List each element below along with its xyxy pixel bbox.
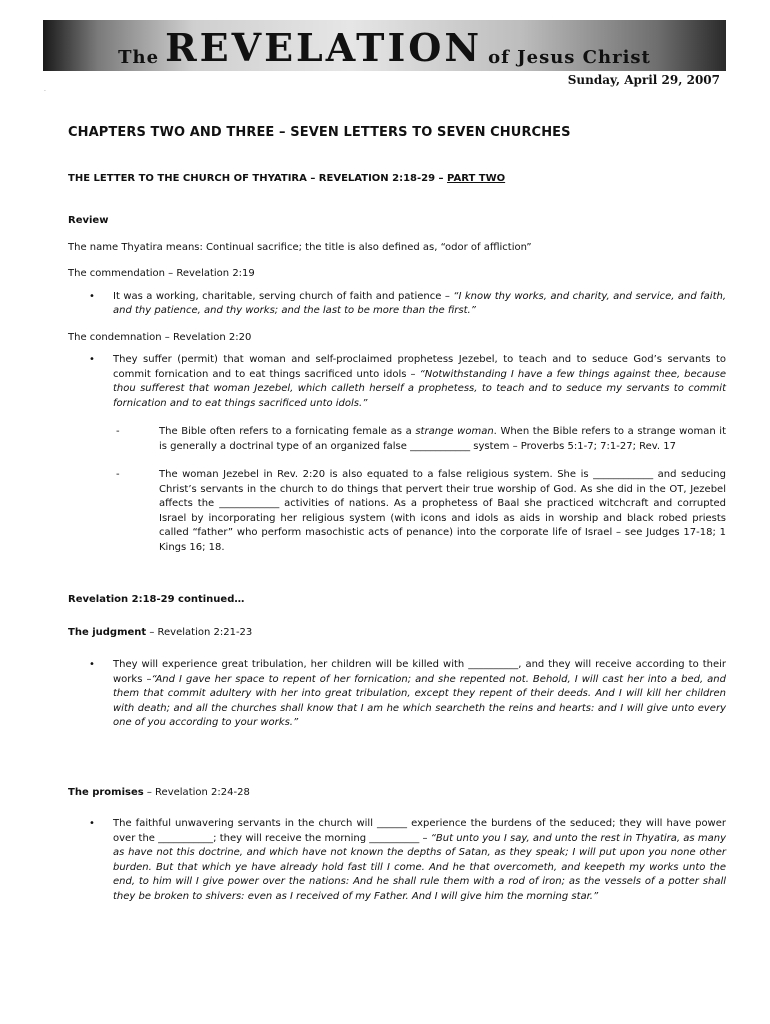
continued-heading: Revelation 2:18-29 continued…: [68, 594, 245, 605]
bullet-icon: •: [89, 354, 95, 365]
stray-mark: .: [44, 86, 46, 93]
judgment-text: They will experience great tribulation, her children will be killed with __________, and they will receive according to their works –: [113, 659, 726, 685]
letter-title: [68, 172, 726, 187]
dash1-italic: strange woman: [415, 426, 494, 437]
dash2-text: The woman Jezebel in Rev. 2:20 is also equated to a false religious system. She is ____________ and seducing Christ’s servants in the church to do things that pervert their true worship of God. As she did in the OT, Jezebel affects the ____________ activities of nations. As a prophetess of Baal she practiced witchcraft and corrupted Israel by incorporating her religious system (with icons and idols as aids in worship and black robed priests called “father” who perform masochistic acts of penance) into the corporate life of Israel – see Judges 17-18; 1 Kings 16; 18.: [159, 469, 726, 553]
dash1-text: The Bible often refers to a fornicating female as a: [159, 426, 416, 437]
dash-item-jezebel: [68, 468, 726, 555]
commendation-bullet: [68, 290, 726, 319]
commendation-heading: The commendation – Revelation 2:19: [68, 268, 255, 279]
commendation-text: It was a working, charitable, serving church of faith and patience –: [113, 290, 454, 302]
judgment-heading: [68, 626, 726, 641]
judgment-bullet: [68, 658, 726, 731]
chapter-title: CHAPTERS TWO AND THREE – SEVEN LETTERS TO SEVEN CHURCHES: [68, 125, 571, 140]
letter-title-text: THE LETTER TO THE CHURCH OF THYATIRA – REVELATION 2:18-29 –: [68, 172, 448, 184]
promises-text: The faithful unwavering servants in the church will ______ experience the burdens of the seduced; they will have power over the ___________; they will receive the morning __________ –: [113, 818, 726, 844]
dash-item-strange-woman: [68, 425, 726, 454]
bullet-icon: •: [89, 818, 95, 829]
banner-the: The: [118, 47, 160, 68]
banner-subtitle: of Jesus Christ: [488, 47, 651, 68]
document-body: [68, 126, 726, 904]
bullet-icon: •: [89, 290, 95, 302]
judgment-ref: – Revelation 2:21-23: [146, 626, 253, 638]
condemnation-text: They suffer (permit) that woman and self-proclaimed prophetess Jezebel, to teach and to seduce God’s servants to commit fornication and to eat things sacrificed unto idols –: [113, 354, 726, 380]
dash1-text-cont: . When the Bible refers to a strange woman it is generally a doctrinal type of an organized false ____________ system – Proverbs 5:1-7; 7:1-27; Rev. 17: [159, 426, 727, 452]
condemnation-quote: “Notwithstanding I have a few things against thee, because thou sufferest that woman Jezebel, which calleth herself a prophetess, to teach and to seduce my servants to commit fornication and to eat things sacrificed unto idols.”: [113, 368, 726, 409]
condemnation-bullet: [68, 353, 726, 411]
title-banner: [43, 20, 726, 71]
sermon-date: Sunday, April 29, 2007: [567, 73, 720, 87]
judgment-quote: “And I gave her space to repent of her fornication; and she repented not. Behold, I will cast her into a bed, and them that commit adultery with her into great tribulation, except they repent of their deeds. And I will kill her children with death; and all the churches shall know that I am he which searcheth the reins and hearts: and I will give unto every one of you according to your works.”: [113, 673, 726, 728]
promises-heading: [68, 786, 726, 801]
promises-label: The promises: [68, 786, 144, 798]
judgment-label: The judgment: [68, 626, 147, 638]
dash-marker: -: [116, 426, 120, 437]
dash-marker: -: [116, 469, 120, 480]
condemnation-heading: The condemnation – Revelation 2:20: [68, 331, 252, 343]
banner-title: REVELATION: [165, 25, 483, 70]
promises-quote: “But unto you I say, and unto the rest in Thyatira, as many as have not this doctrine, and which have not known the depths of Satan, as they speak; I will put upon you none other burden. But that which ye have already hold fast till I come. And he that overcometh, and keepeth my works unto the end, to him will I give power over the nations: And he shall rule them with a rod of iron; as the vessels of a potter shall they be broken to shivers: even as I received of my Father. And I will give him the morning star.”: [113, 832, 726, 902]
bullet-icon: •: [89, 659, 95, 670]
letter-part: PART TWO: [447, 172, 506, 184]
promises-bullet: [68, 817, 726, 904]
review-heading: Review: [68, 215, 109, 226]
promises-ref: – Revelation 2:24-28: [143, 786, 250, 798]
commendation-quote: “I know thy works, and charity, and service, and faith, and thy patience, and thy works; and the last to be more than the first.”: [113, 290, 727, 316]
name-meaning: The name Thyatira means: Continual sacrifice; the title is also defined as, “odor of affliction”: [68, 241, 532, 253]
